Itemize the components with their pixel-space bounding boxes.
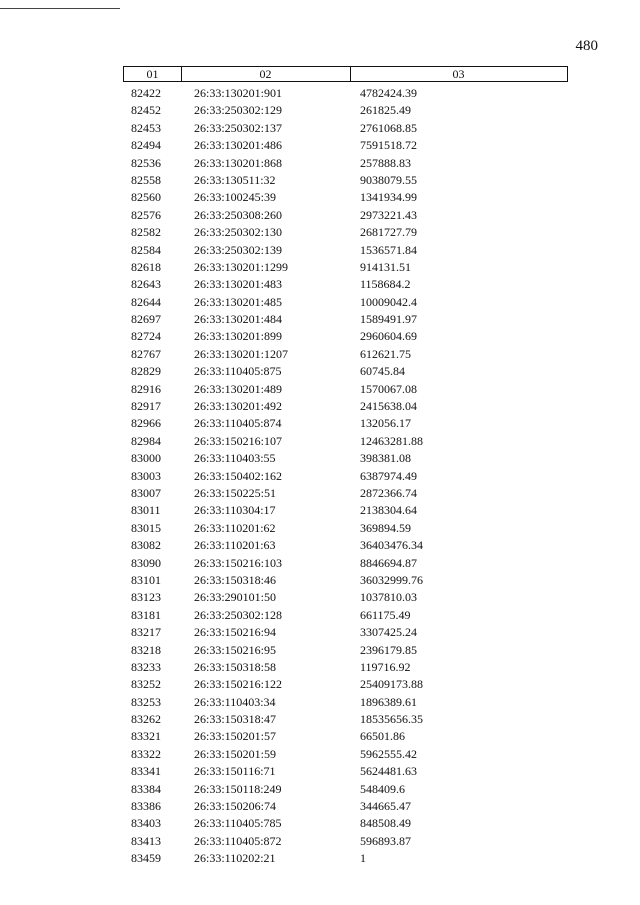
cell-02: 26:33:130201:485 [194, 294, 283, 309]
table-row [0, 259, 640, 276]
table-row [0, 485, 640, 502]
cell-01: 82576 [131, 207, 161, 222]
cell-02: 26:33:130201:486 [194, 138, 283, 153]
cell-01: 83403 [131, 816, 161, 831]
cell-02: 26:33:150402:162 [194, 468, 283, 483]
cell-03: 2973221.43 [360, 207, 417, 222]
cell-03: 596893.87 [360, 833, 411, 848]
cell-03: 4782424.39 [360, 86, 417, 100]
cell-02: 26:33:130201:483 [194, 277, 283, 292]
cell-03: 1570067.08 [360, 381, 417, 396]
cell-02: 26:33:110405:872 [194, 833, 282, 848]
table-row [0, 746, 640, 763]
table-row [0, 555, 640, 572]
cell-01: 82618 [131, 259, 161, 274]
cell-03: 36032999.76 [360, 572, 423, 587]
cell-03: 6387974.49 [360, 468, 417, 483]
cell-01: 82494 [131, 138, 161, 153]
table-row [0, 642, 640, 659]
table-row [0, 120, 640, 137]
table-row [0, 137, 640, 154]
cell-01: 82966 [131, 416, 161, 431]
cell-02: 26:33:130511:32 [194, 172, 276, 187]
table-row [0, 398, 640, 415]
cell-03: 257888.83 [360, 155, 411, 170]
table-row [0, 381, 640, 398]
table-row [0, 502, 640, 519]
cell-02: 26:33:130201:899 [194, 329, 283, 344]
table-row [0, 607, 640, 624]
table-row [0, 155, 640, 172]
cell-02: 26:33:130201:489 [194, 381, 283, 396]
table-row [0, 850, 640, 867]
table-row [0, 346, 640, 363]
cell-02: 26:33:150216:94 [194, 625, 277, 640]
cell-01: 83123 [131, 590, 161, 605]
cell-03: 914131.51 [360, 259, 411, 274]
cell-01: 82984 [131, 433, 161, 448]
cell-02: 26:33:150201:57 [194, 729, 277, 744]
cell-03: 7591518.72 [360, 138, 417, 153]
cell-02: 26:33:150201:59 [194, 746, 277, 761]
cell-03: 2960604.69 [360, 329, 417, 344]
cell-02: 26:33:150216:107 [194, 433, 283, 448]
cell-02: 26:33:130201:1299 [194, 259, 289, 274]
cell-02: 26:33:110403:55 [194, 451, 276, 466]
cell-01: 82584 [131, 242, 161, 257]
cell-03: 12463281.88 [360, 433, 423, 448]
table-row [0, 589, 640, 606]
cell-02: 26:33:150225:51 [194, 485, 277, 500]
corner-rule [0, 8, 120, 9]
cell-02: 26:33:250302:130 [194, 225, 283, 240]
cell-01: 82560 [131, 190, 161, 205]
table-row [0, 189, 640, 206]
table-row [0, 242, 640, 259]
cell-02: 26:33:110405:874 [194, 416, 282, 431]
cell-01: 83082 [131, 538, 161, 553]
table-row [0, 207, 640, 224]
table-row [0, 328, 640, 345]
cell-01: 82558 [131, 172, 161, 187]
cell-01: 83459 [131, 851, 161, 866]
table-row [0, 572, 640, 589]
table-row [0, 728, 640, 745]
cell-01: 83322 [131, 746, 161, 761]
cell-03: 9038079.55 [360, 172, 417, 187]
cell-03: 60745.84 [360, 364, 405, 379]
cell-01: 83413 [131, 833, 161, 848]
cell-02: 26:33:110405:785 [194, 816, 282, 831]
cell-01: 82767 [131, 346, 161, 361]
cell-01: 83090 [131, 555, 161, 570]
cell-03: 612621.75 [360, 346, 411, 361]
cell-02: 26:33:110405:875 [194, 364, 282, 379]
table-row [0, 294, 640, 311]
table-row [0, 711, 640, 728]
table-header [123, 66, 568, 82]
cell-03: 261825.49 [360, 103, 411, 118]
cell-01: 82724 [131, 329, 161, 344]
cell-02: 26:33:110403:34 [194, 694, 276, 709]
cell-02: 26:33:250302:139 [194, 242, 283, 257]
cell-03: 2138304.64 [360, 503, 417, 518]
table-row [0, 276, 640, 293]
cell-03: 5962555.42 [360, 746, 417, 761]
cell-01: 82697 [131, 312, 161, 327]
table-row [0, 85, 640, 102]
table-row [0, 520, 640, 537]
cell-03: 5624481.63 [360, 764, 417, 779]
table-row [0, 694, 640, 711]
cell-03: 1589491.97 [360, 312, 417, 327]
table-row [0, 363, 640, 380]
cell-02: 26:33:110202:21 [194, 851, 276, 866]
table-row [0, 537, 640, 554]
cell-01: 83321 [131, 729, 161, 744]
cell-01: 83262 [131, 712, 161, 727]
cell-02: 26:33:130201:484 [194, 312, 283, 327]
cell-01: 83101 [131, 572, 161, 587]
cell-01: 82452 [131, 103, 161, 118]
table-row [0, 468, 640, 485]
cell-01: 83181 [131, 607, 161, 622]
cell-02: 26:33:150318:47 [194, 712, 277, 727]
table-row [0, 102, 640, 119]
table-row [0, 815, 640, 832]
cell-03: 36403476.34 [360, 538, 423, 553]
cell-03: 2396179.85 [360, 642, 417, 657]
cell-01: 82582 [131, 225, 161, 240]
cell-02: 26:33:150206:74 [194, 799, 277, 814]
cell-02: 26:33:150118:249 [194, 781, 282, 796]
cell-01: 83386 [131, 799, 161, 814]
cell-03: 1 [360, 851, 366, 866]
cell-01: 83252 [131, 677, 161, 692]
table-row [0, 798, 640, 815]
cell-03: 119716.92 [360, 659, 411, 674]
cell-02: 26:33:250302:129 [194, 103, 283, 118]
cell-02: 26:33:150216:95 [194, 642, 277, 657]
table-row [0, 624, 640, 641]
cell-03: 8846694.87 [360, 555, 417, 570]
cell-03: 2415638.04 [360, 399, 417, 414]
table-row [0, 450, 640, 467]
cell-03: 1037810.03 [360, 590, 417, 605]
cell-02: 26:33:100245:39 [194, 190, 277, 205]
cell-02: 26:33:150216:122 [194, 677, 283, 692]
table-row [0, 763, 640, 780]
cell-02: 26:33:250302:137 [194, 120, 283, 135]
cell-02: 26:33:130201:901 [194, 86, 283, 100]
cell-01: 83218 [131, 642, 161, 657]
cell-02: 26:33:110304:17 [194, 503, 276, 518]
cell-01: 83217 [131, 625, 161, 640]
cell-02: 26:33:130201:492 [194, 399, 283, 414]
cell-01: 82453 [131, 120, 161, 135]
cell-01: 82829 [131, 364, 161, 379]
cell-01: 82536 [131, 155, 161, 170]
cell-03: 1536571.84 [360, 242, 417, 257]
cell-02: 26:33:150318:46 [194, 572, 277, 587]
cell-02: 26:33:130201:868 [194, 155, 283, 170]
cell-03: 344665.47 [360, 799, 411, 814]
cell-01: 83253 [131, 694, 161, 709]
cell-02: 26:33:130201:1207 [194, 346, 289, 361]
cell-01: 83233 [131, 659, 161, 674]
cell-01: 83003 [131, 468, 161, 483]
cell-01: 83015 [131, 520, 161, 535]
cell-03: 398381.08 [360, 451, 411, 466]
column-header-03: 03 [452, 67, 465, 81]
cell-01: 82644 [131, 294, 161, 309]
cell-01: 83341 [131, 764, 161, 779]
cell-02: 26:33:110201:62 [194, 520, 276, 535]
table-body [0, 85, 640, 868]
cell-01: 82917 [131, 399, 161, 414]
cell-03: 10009042.4 [360, 294, 417, 309]
cell-01: 83011 [131, 503, 161, 518]
table-row [0, 311, 640, 328]
cell-03: 848508.49 [360, 816, 411, 831]
cell-01: 82643 [131, 277, 161, 292]
cell-03: 1896389.61 [360, 694, 417, 709]
cell-03: 3307425.24 [360, 625, 417, 640]
cell-03: 661175.49 [360, 607, 411, 622]
cell-03: 18535656.35 [360, 712, 423, 727]
cell-01: 82422 [131, 86, 161, 100]
table-row [0, 676, 640, 693]
cell-03: 2872366.74 [360, 485, 417, 500]
cell-01: 82916 [131, 381, 161, 396]
table-row [0, 659, 640, 676]
table-row [0, 433, 640, 450]
table-row [0, 172, 640, 189]
cell-03: 66501.86 [360, 729, 405, 744]
cell-02: 26:33:250302:128 [194, 607, 283, 622]
cell-01: 83007 [131, 485, 161, 500]
cell-02: 26:33:150216:103 [194, 555, 283, 570]
cell-01: 83384 [131, 781, 161, 796]
column-header-02: 02 [181, 67, 351, 81]
table-row [0, 224, 640, 241]
table-row [0, 833, 640, 850]
cell-03: 1158684.2 [360, 277, 411, 292]
cell-02: 26:33:150318:58 [194, 659, 277, 674]
cell-01: 83000 [131, 451, 161, 466]
column-header-01: 01 [124, 67, 182, 81]
cell-02: 26:33:290101:50 [194, 590, 277, 605]
cell-02: 26:33:150116:71 [194, 764, 276, 779]
cell-03: 132056.17 [360, 416, 411, 431]
cell-03: 369894.59 [360, 520, 411, 535]
cell-03: 548409.6 [360, 781, 405, 796]
cell-03: 2681727.79 [360, 225, 417, 240]
table-row [0, 781, 640, 798]
page-number: 480 [575, 38, 598, 54]
table-row [0, 415, 640, 432]
cell-03: 2761068.85 [360, 120, 417, 135]
cell-02: 26:33:110201:63 [194, 538, 276, 553]
cell-03: 25409173.88 [360, 677, 423, 692]
cell-03: 1341934.99 [360, 190, 417, 205]
cell-02: 26:33:250308:260 [194, 207, 283, 222]
